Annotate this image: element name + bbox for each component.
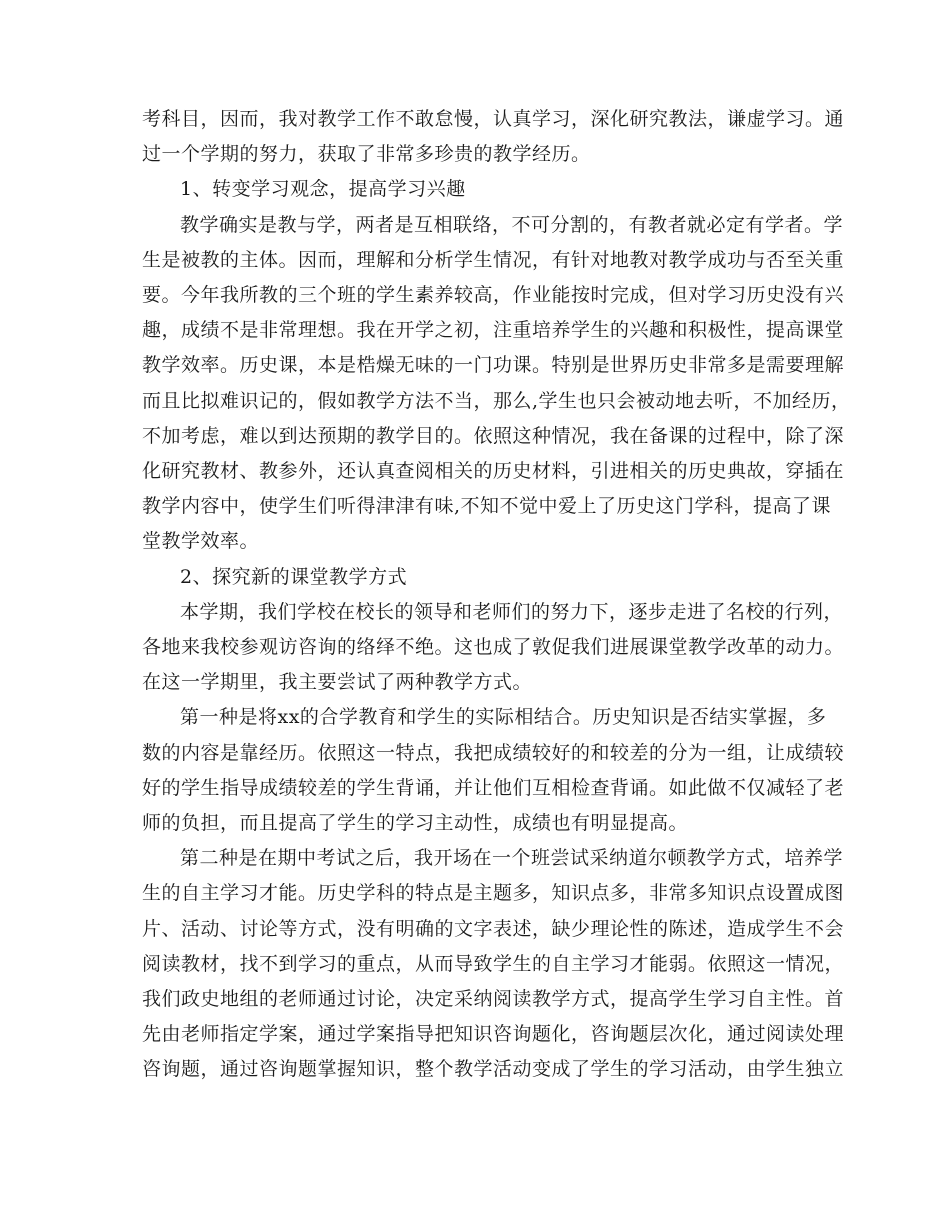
text-line: 片、活动、讨论等方式，没有明确的文字表述，缺少理论性的陈述，造成学生不会: [142, 917, 845, 940]
text-line: 第二种是在期中考试之后，我开场在一个班尝试采纳道尔顿教学方式，培养学: [180, 847, 844, 870]
text-line: 先由老师指定学案，通过学案指导把知识咨询题化，咨询题层次化，通过阅读处理: [142, 1023, 845, 1046]
text-line: 第一种是将xx的合学教育和学生的实际相结合。历史知识是否结实掌握，多: [180, 706, 827, 729]
text-line: 考科目，因而，我对教学工作不敢怠慢，认真学习，深化研究教法，谦虚学习。通: [142, 108, 845, 130]
text-line: 生是被教的主体。因而，理解和分析学生情况，有针对地教对教学成功与否至关重: [142, 248, 845, 271]
text-line: 咨询题，通过咨询题掌握知识，整个教学活动变成了学生的学习活动，由学生独立: [142, 1058, 845, 1081]
text-line: 2、探究新的课堂教学方式: [180, 565, 408, 588]
text-line: 教学确实是教与学，两者是互相联络，不可分割的，有教者就必定有学者。学: [180, 213, 844, 236]
text-line: 教学效率。历史课，本是梏燥无味的一门功课。特别是世界历史非常多是需要理解: [142, 354, 845, 377]
text-line: 好的学生指导成绩较差的学生背诵，并让他们互相检查背诵。如此做不仅减轻了老: [142, 776, 845, 799]
text-line: 在这一学期里，我主要尝试了两种教学方式。: [142, 671, 533, 694]
text-line: 本学期，我们学校在校长的领导和老师们的努力下，逐步走进了名校的行列，: [180, 600, 844, 623]
text-line: 要。今年我所教的三个班的学生素养较高，作业能按时完成，但对学习历史没有兴: [142, 284, 845, 306]
text-line: 我们政史地组的老师通过讨论，决定采纳阅读教学方式，提高学生学习自主性。首: [142, 988, 845, 1010]
text-line: 过一个学期的努力，获取了非常多珍贵的教学经历。: [142, 143, 591, 166]
text-line: 趣，成绩不是非常理想。我在开学之初，注重培养学生的兴趣和积极性，提高课堂: [142, 319, 845, 342]
text-line: 生的自主学习才能。历史学科的特点是主题多，知识点多，非常多知识点设置成图: [142, 882, 845, 905]
text-line: 堂教学效率。: [142, 530, 260, 553]
text-line: 数的内容是靠经历。依照这一特点，我把成绩较好的和较差的分为一组，让成绩较: [142, 741, 845, 764]
text-line: 而且比拟难识记的，假如教学方法不当，那么,学生也只会被动地去听，不加经历，: [142, 389, 851, 412]
text-line: 阅读教材，找不到学习的重点，从而导致学生的自主学习才能弱。依照这一情况，: [142, 952, 845, 975]
text-line: 各地来我校参观访咨询的络绎不绝。这也成了敦促我们进展课堂教学改革的动力。: [142, 636, 845, 658]
text-line: 师的负担，而且提高了学生的学习主动性，成绩也有明显提高。: [142, 812, 689, 834]
text-line: 1、转变学习观念，提高学习兴趣: [180, 178, 466, 201]
text-line: 教学内容中，使学生们听得津津有味,不知不觉中爱上了历史这门学科，提高了课: [142, 495, 832, 518]
text-line: 不加考虑，难以到达预期的教学目的。依照这种情况，我在备课的过程中，除了深: [142, 424, 845, 447]
text-line: 化研究教材、教参外，还认真查阅相关的历史材料，引进相关的历史典故，穿插在: [142, 460, 845, 482]
